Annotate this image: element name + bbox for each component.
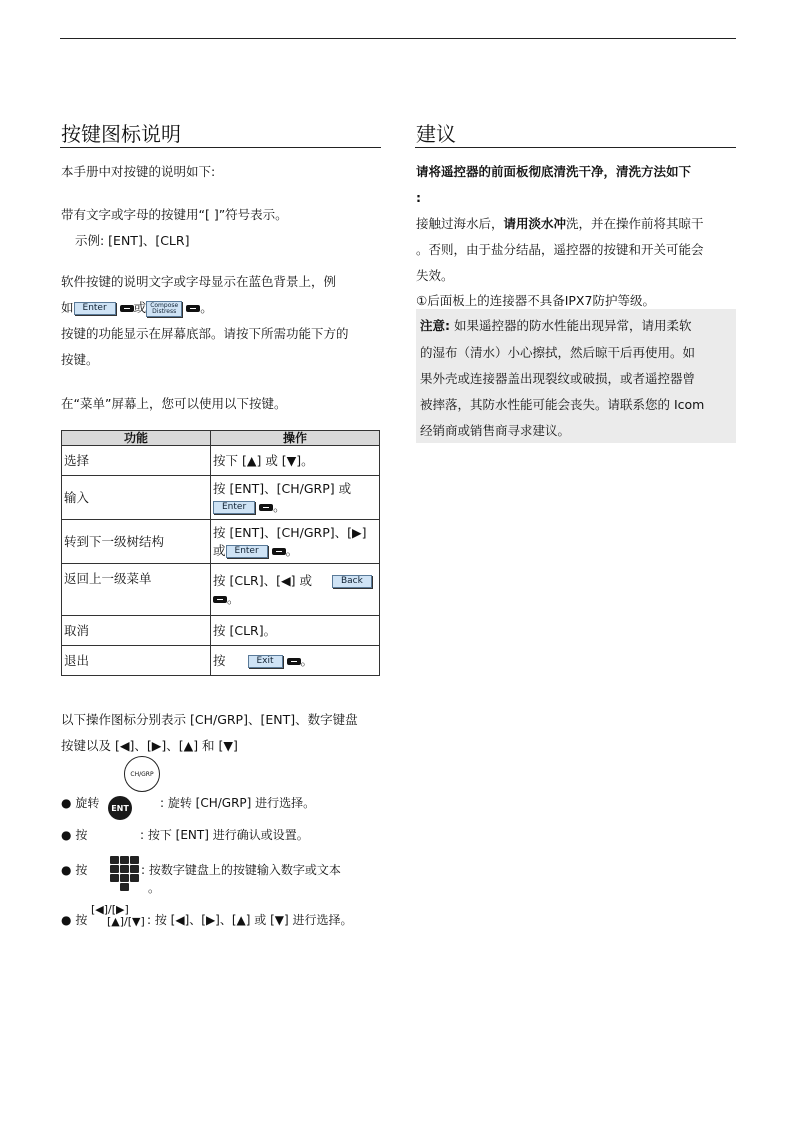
softkey-button-icon [213, 596, 227, 603]
compose-distress-softkey [146, 301, 182, 317]
distress-label: Distress [152, 307, 177, 315]
section-title-recommendation: 建议 [416, 122, 456, 146]
soft-keys-end: 。 [200, 300, 213, 315]
enter-softkey: Enter [226, 545, 268, 558]
text-seg: 洗，并在操作前将其晾干 [566, 216, 704, 231]
table-header-function: 功能 [62, 431, 211, 446]
table-cell-operation: 按 [ENT]、[CH/GRP] 或 Enter 。 [211, 476, 380, 520]
compose-label: Compose [150, 301, 179, 309]
ops-line-1: 以下操作图标分别表示 [CH/GRP]、[ENT]、数字键盘 [61, 712, 358, 727]
soft-keys-line: 软件按键的说明文字或字母显示在蓝色背景上，例 [61, 274, 337, 289]
bullet-arrows-text: : 按 [◀]、[▶]、[▲] 或 [▼] 进行选择。 [147, 913, 353, 927]
text-seg-bold: 请用淡水冲 [503, 216, 567, 231]
intro-text: 本手册中对按键的说明如下: [61, 164, 216, 179]
operation-text: 按 [CLR]、[◀] 或 [213, 572, 312, 588]
clean-line-4: 。否则，由于盐分结晶，遥控器的按键和开关可能会 [416, 242, 704, 257]
clean-instruction-line-1: 请将遥控器的前面板彻底清洗干净，清洗方法如下 [416, 164, 692, 179]
table-cell-operation: 按 Exit 。 [211, 646, 380, 676]
enter-softkey: Enter [213, 501, 255, 514]
bullet-label: 按 [75, 863, 88, 877]
example-line: 示例: [ENT]、[CLR] [75, 233, 190, 248]
title-rule [415, 147, 736, 148]
table-row [62, 616, 380, 646]
table-cell-function: 退出 [62, 646, 211, 676]
softkey-button-icon [259, 504, 273, 511]
softkey-button-icon [186, 305, 200, 312]
table-cell-function: 返回上一级菜单 [62, 564, 211, 616]
function-line-2: 按键。 [61, 352, 99, 367]
bullet-rotate [61, 794, 99, 812]
clean-line-3 [416, 215, 704, 233]
clean-instruction-line-2: : [416, 190, 421, 205]
text-seg: 接触过海水后， [416, 216, 504, 231]
keypad-icon [110, 856, 139, 891]
text-keys-line: 带有文字或字母的按键用“[ ]”符号表示。 [61, 207, 288, 222]
menu-keys-table [61, 430, 380, 676]
bullet-press-ent-text: : 按下 [ENT] 进行确认或设置。 [140, 828, 309, 842]
softkey-button-icon [272, 548, 286, 555]
caution-line-2: 的湿布（清水）小心擦拭，然后晾干后再使用。如 [420, 345, 696, 360]
table-row [62, 446, 380, 476]
caution-line-3: 果外壳或连接器盖出现裂纹或破损，或者遥控器曾 [420, 371, 696, 386]
caution-text: 如果遥控器的防水性能出现异常，请用柔软 [450, 318, 692, 333]
table-row [62, 520, 380, 564]
clean-line-5: 失效。 [416, 268, 454, 283]
enter-softkey: Enter [74, 302, 116, 315]
soft-keys-prefix: 如 [61, 300, 74, 315]
ent-button-icon: ENT [108, 796, 132, 820]
exit-softkey: Exit [248, 655, 283, 668]
operation-or: 或 [213, 542, 226, 558]
bullet-keypad-end: 。 [148, 881, 161, 895]
operation-text: 按 [ENT]、[CH/GRP]、[▶] [213, 524, 367, 540]
table-cell-operation: 按 [CLR]、[◀] 或 Back 。 [211, 564, 380, 616]
table-row [62, 476, 380, 520]
table-header-operation: 操作 [211, 431, 380, 446]
bullet-dot: ● [61, 913, 72, 927]
table-row [62, 564, 380, 616]
table-cell-operation: 按 [CLR]。 [211, 616, 380, 646]
bullet-rotate-text: : 旋转 [CH/GRP] 进行选择。 [160, 796, 316, 810]
operation-text: 按 [ENT]、[CH/GRP] 或 [213, 480, 352, 496]
softkey-button-icon [287, 658, 301, 665]
caution-label: 注意: [420, 318, 450, 333]
table-cell-function: 转到下一级树结构 [62, 520, 211, 564]
connector-note: ①后面板上的连接器不具备IPX7防护等级。 [416, 293, 655, 308]
soft-keys-example [61, 299, 213, 317]
bullet-label: 按 [75, 913, 88, 927]
arrow-keys-icon [91, 904, 145, 928]
ops-line-2: 按键以及 [◀]、[▶]、[▲] 和 [▼] [61, 738, 238, 753]
arrow-keys-left-right: [◀]/[▶] [91, 903, 129, 916]
back-softkey: Back [332, 575, 372, 588]
caution-line-4: 被摔落，其防水性能可能会丧失。请联系您的 Icom [420, 397, 705, 412]
bullet-press-ent [61, 826, 87, 844]
table-cell-function: 选择 [62, 446, 211, 476]
top-rule [60, 38, 736, 39]
bullet-label: 按 [75, 828, 88, 842]
table-cell-operation: 按 [ENT]、[CH/GRP]、[▶] 或 Enter 。 [211, 520, 380, 564]
bullet-keypad [61, 861, 87, 879]
caution-line-5: 经销商或销售商寻求建议。 [420, 423, 571, 438]
table-cell-function: 输入 [62, 476, 211, 520]
arrow-keys-up-down: [▲]/[▼] [107, 915, 145, 928]
softkey-button-icon [120, 305, 134, 312]
function-line-1: 按键的功能显示在屏幕底部。请按下所需功能下方的 [61, 326, 349, 341]
bullet-label: 旋转 [75, 796, 100, 810]
section-title-key-icons: 按键图标说明 [61, 122, 181, 146]
table-row [62, 646, 380, 676]
table-cell-function: 取消 [62, 616, 211, 646]
title-rule [60, 147, 381, 148]
bullet-dot: ● [61, 863, 72, 877]
caution-line-1 [420, 317, 691, 335]
bullet-keypad-text: : 按数字键盘上的按键输入数字或文本 [141, 863, 341, 877]
bullet-dot: ● [61, 796, 72, 810]
menu-line: 在“菜单”屏幕上，您可以使用以下按键。 [61, 396, 287, 411]
bullet-arrows [61, 911, 87, 929]
table-cell-operation: 按下 [▲] 或 [▼]。 [211, 446, 380, 476]
soft-keys-or: 或 [133, 300, 147, 315]
bullet-dot: ● [61, 828, 72, 842]
operation-text: 按 [213, 652, 226, 668]
ch-grp-knob-icon: CH/GRP [124, 756, 160, 792]
